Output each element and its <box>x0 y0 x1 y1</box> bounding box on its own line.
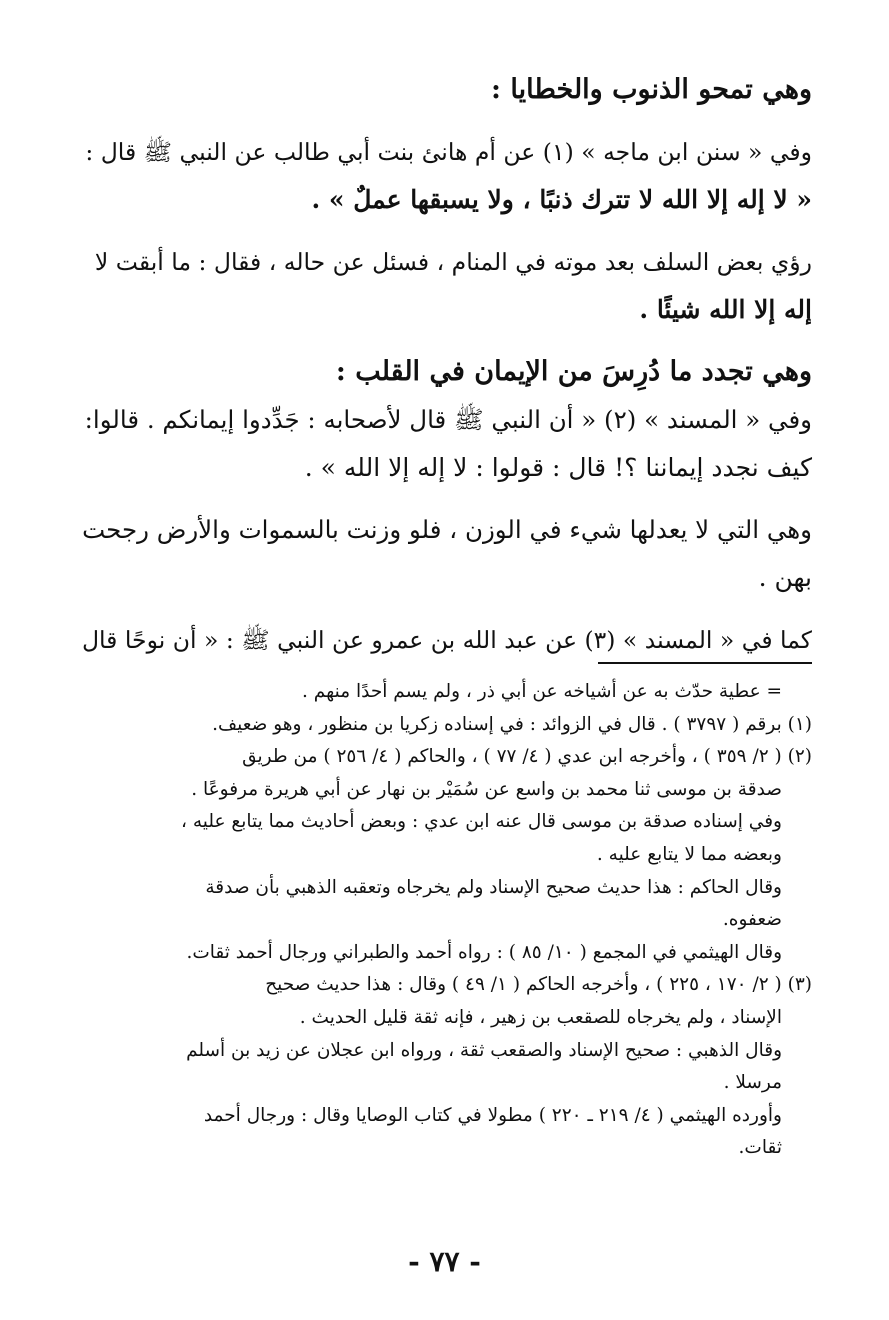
text-line: وهي تجدد ما دُرِسَ من الإيمان في القلب : <box>335 356 812 387</box>
footnote-line: صدقة بن موسى ثنا محمد بن واسع عن سُمَيْر بن نهار عن أبي هريرة مرفوعًا . <box>191 778 782 800</box>
footnote-line: الإسناد ، ولم يخرجاه للصقعب بن زهير ، فإنه ثقة قليل الحديث . <box>299 1006 782 1028</box>
footnote-line: وفي إسناده صدقة بن موسى قال عنه ابن عدي : وبعض أحاديث مما يتابع عليه ، <box>181 811 782 833</box>
text-line: رؤي بعض السلف بعد موته في المنام ، فسئل عن حاله ، فقال : ما أبقت لا <box>94 248 812 276</box>
footnote-line: وأورده الهيثمي ( ٤/ ٢١٩ ـ ٢٢٠ ) مطولا في كتاب الوصايا وقال : ورجال أحمد <box>203 1104 782 1126</box>
text-line: « لا إله إلا الله لا تترك ذنبًا ، ولا يسبقها عملٌ » . <box>311 185 812 214</box>
text-line: إله إلا الله شيئًا . <box>639 295 812 324</box>
text-line: كما في « المسند » (٣) عن عبد الله بن عمرو عن النبي ﷺ : « أن نوحًا قال <box>81 626 812 654</box>
footnote-line: (١) برقم ( ٣٧٩٧ ) . قال في الزوائد : في إسناده زكريا بن منظور ، وهو ضعيف. <box>212 713 812 735</box>
text-line: كيف نجدد إيماننا ؟! قال : قولوا : لا إله إلا الله » . <box>304 453 812 482</box>
footnote-line: ثقات. <box>738 1137 782 1159</box>
footnote-line: وقال الذهبي : صحيح الإسناد والصقعب ثقة ، ورواه ابن عجلان عن زيد بن أسلم <box>186 1039 782 1061</box>
footnote-line: = عطية حدّث به عن أشياخه عن أبي ذر ، ولم يسم أحدًا منهم . <box>302 681 782 702</box>
text-line: وفي « سنن ابن ماجه » (١) عن أم هانئ بنت أبي طالب عن النبي ﷺ قال : <box>85 138 812 166</box>
footnote-line: وقال الهيثمي في المجمع ( ١٠/ ٨٥ ) : رواه أحمد والطبراني ورجال أحمد ثقات. <box>186 941 782 963</box>
page-number: - ٧٧ - <box>408 1245 481 1278</box>
main-text <box>82 66 812 664</box>
footnote-line: (٣) ( ٢/ ١٧٠ ، ٢٢٥ ) ، وأخرجه الحاكم ( ١/ ٤٩ ) وقال : هذا حديث صحيح <box>265 974 812 996</box>
footnote-line: مرسلا . <box>723 1072 782 1094</box>
footnotes <box>82 676 812 1165</box>
footnote-line: وبعضه مما لا يتابع عليه . <box>596 843 782 865</box>
text-line: وهي تمحو الذنوب والخطايا : <box>491 74 812 105</box>
footnote-divider <box>598 662 812 664</box>
text-line: وهي التي لا يعدلها شيء في الوزن ، فلو وزنت بالسموات والأرض رجحت <box>82 515 812 544</box>
text-line: وفي « المسند » (٢) « أن النبي ﷺ قال لأصحابه : جَدِّدوا إيمانكم . قالوا: <box>84 405 812 434</box>
text-line: بهن . <box>758 563 812 592</box>
footnote-line: (٢) ( ٢/ ٣٥٩ ) ، وأخرجه ابن عدي ( ٤/ ٧٧ ) ، والحاكم ( ٤/ ٢٥٦ ) من طريق <box>242 746 812 768</box>
footnote-line: وقال الحاكم : هذا حديث صحيح الإسناد ولم يخرجاه وتعقبه الذهبي بأن صدقة <box>205 876 782 898</box>
footnote-line: ضعفوه. <box>722 909 782 931</box>
